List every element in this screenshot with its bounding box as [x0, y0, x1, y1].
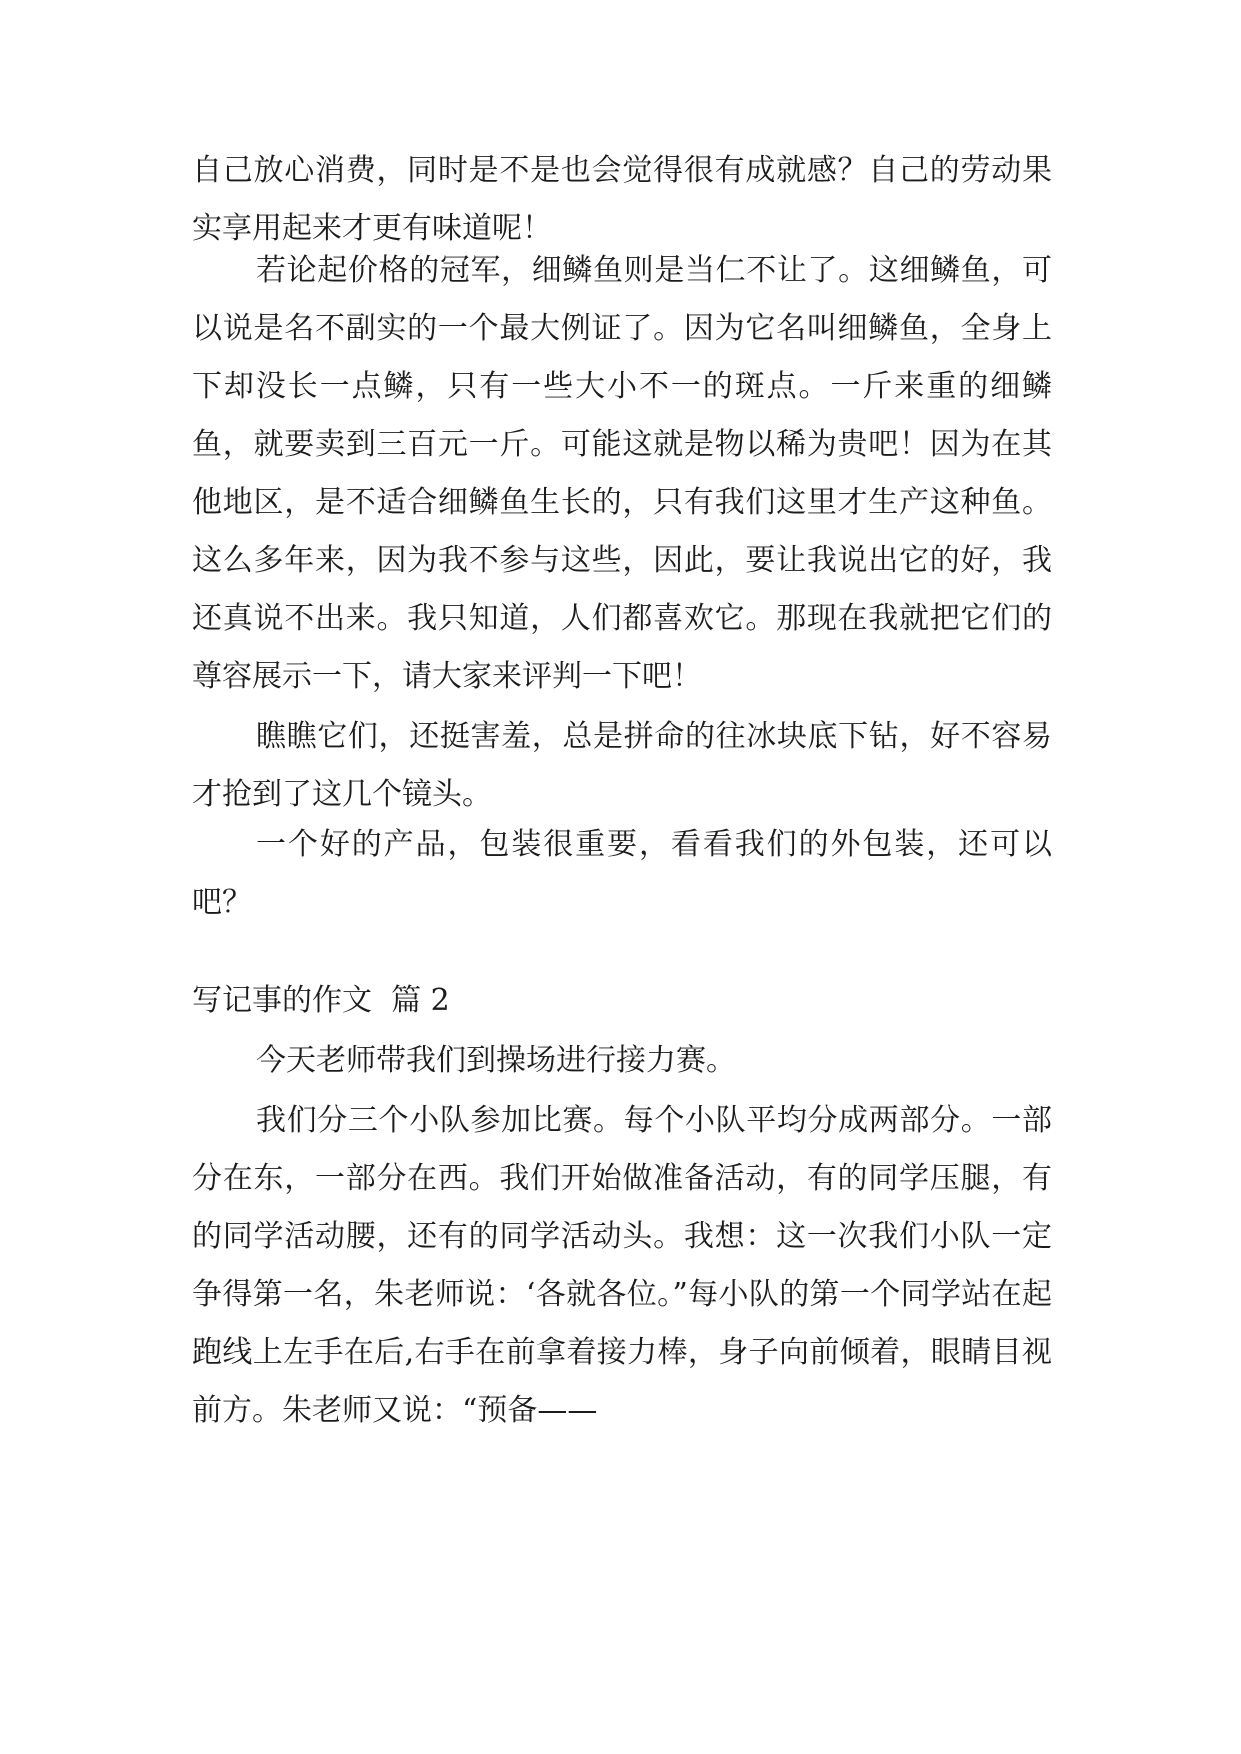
- paragraph-shy-fish: 瞧瞧它们，还挺害羞，总是拼命的往冰块底下钻，好不容易才抢到了这几个镜头。: [192, 719, 1052, 812]
- paragraph-packaging: 一个好的产品，包装很重要，看看我们的外包装，还可以吧？: [192, 827, 1052, 920]
- paragraph-relay-intro: 今天老师带我们到操场进行接力赛。: [256, 1043, 736, 1078]
- paragraph-fish-price: 若论起价格的冠军，细鳞鱼则是当仁不让了。这细鳞鱼，可以说是名不副实的一个最大例证了。因为它名叫细鳞鱼，全身上下却没长一点鳞，只有一些大小不一的斑点。一斤来重的细鳞鱼，就要卖到三百元一斤。可能这就是物以稀为贵吧！因为在其他地区，是不适合细鳞鱼生长的，只有我们这里才生产这种鱼。这么多年来，因为我不参与这些，因此，要让我说出它的好，我还真说不出来。我只知道，人们都喜欢它。那现在我就把它们的尊容展示一下，请大家来评判一下吧！: [192, 253, 1052, 694]
- paragraph-continued: 自己放心消费，同时是不是也会觉得很有成就感？自己的劳动果实享用起来才更有味道呢！: [192, 153, 1052, 246]
- paragraph-relay-race: 我们分三个小队参加比赛。每个小队平均分成两部分。一部分在东，一部分在西。我们开始做准备活动，有的同学压腿，有的同学活动腰，还有的同学活动头。我想：这一次我们小队一定争得第一名，朱老师说：‘各就各位。”每小队的第一个同学站在起跑线上左手在后,右手在前拿着接力棒，身子向前倾着，眼睛目视前方。朱老师又说：“预备——: [192, 1103, 1052, 1428]
- section-heading: 写记事的作文 篇 2: [192, 983, 450, 1018]
